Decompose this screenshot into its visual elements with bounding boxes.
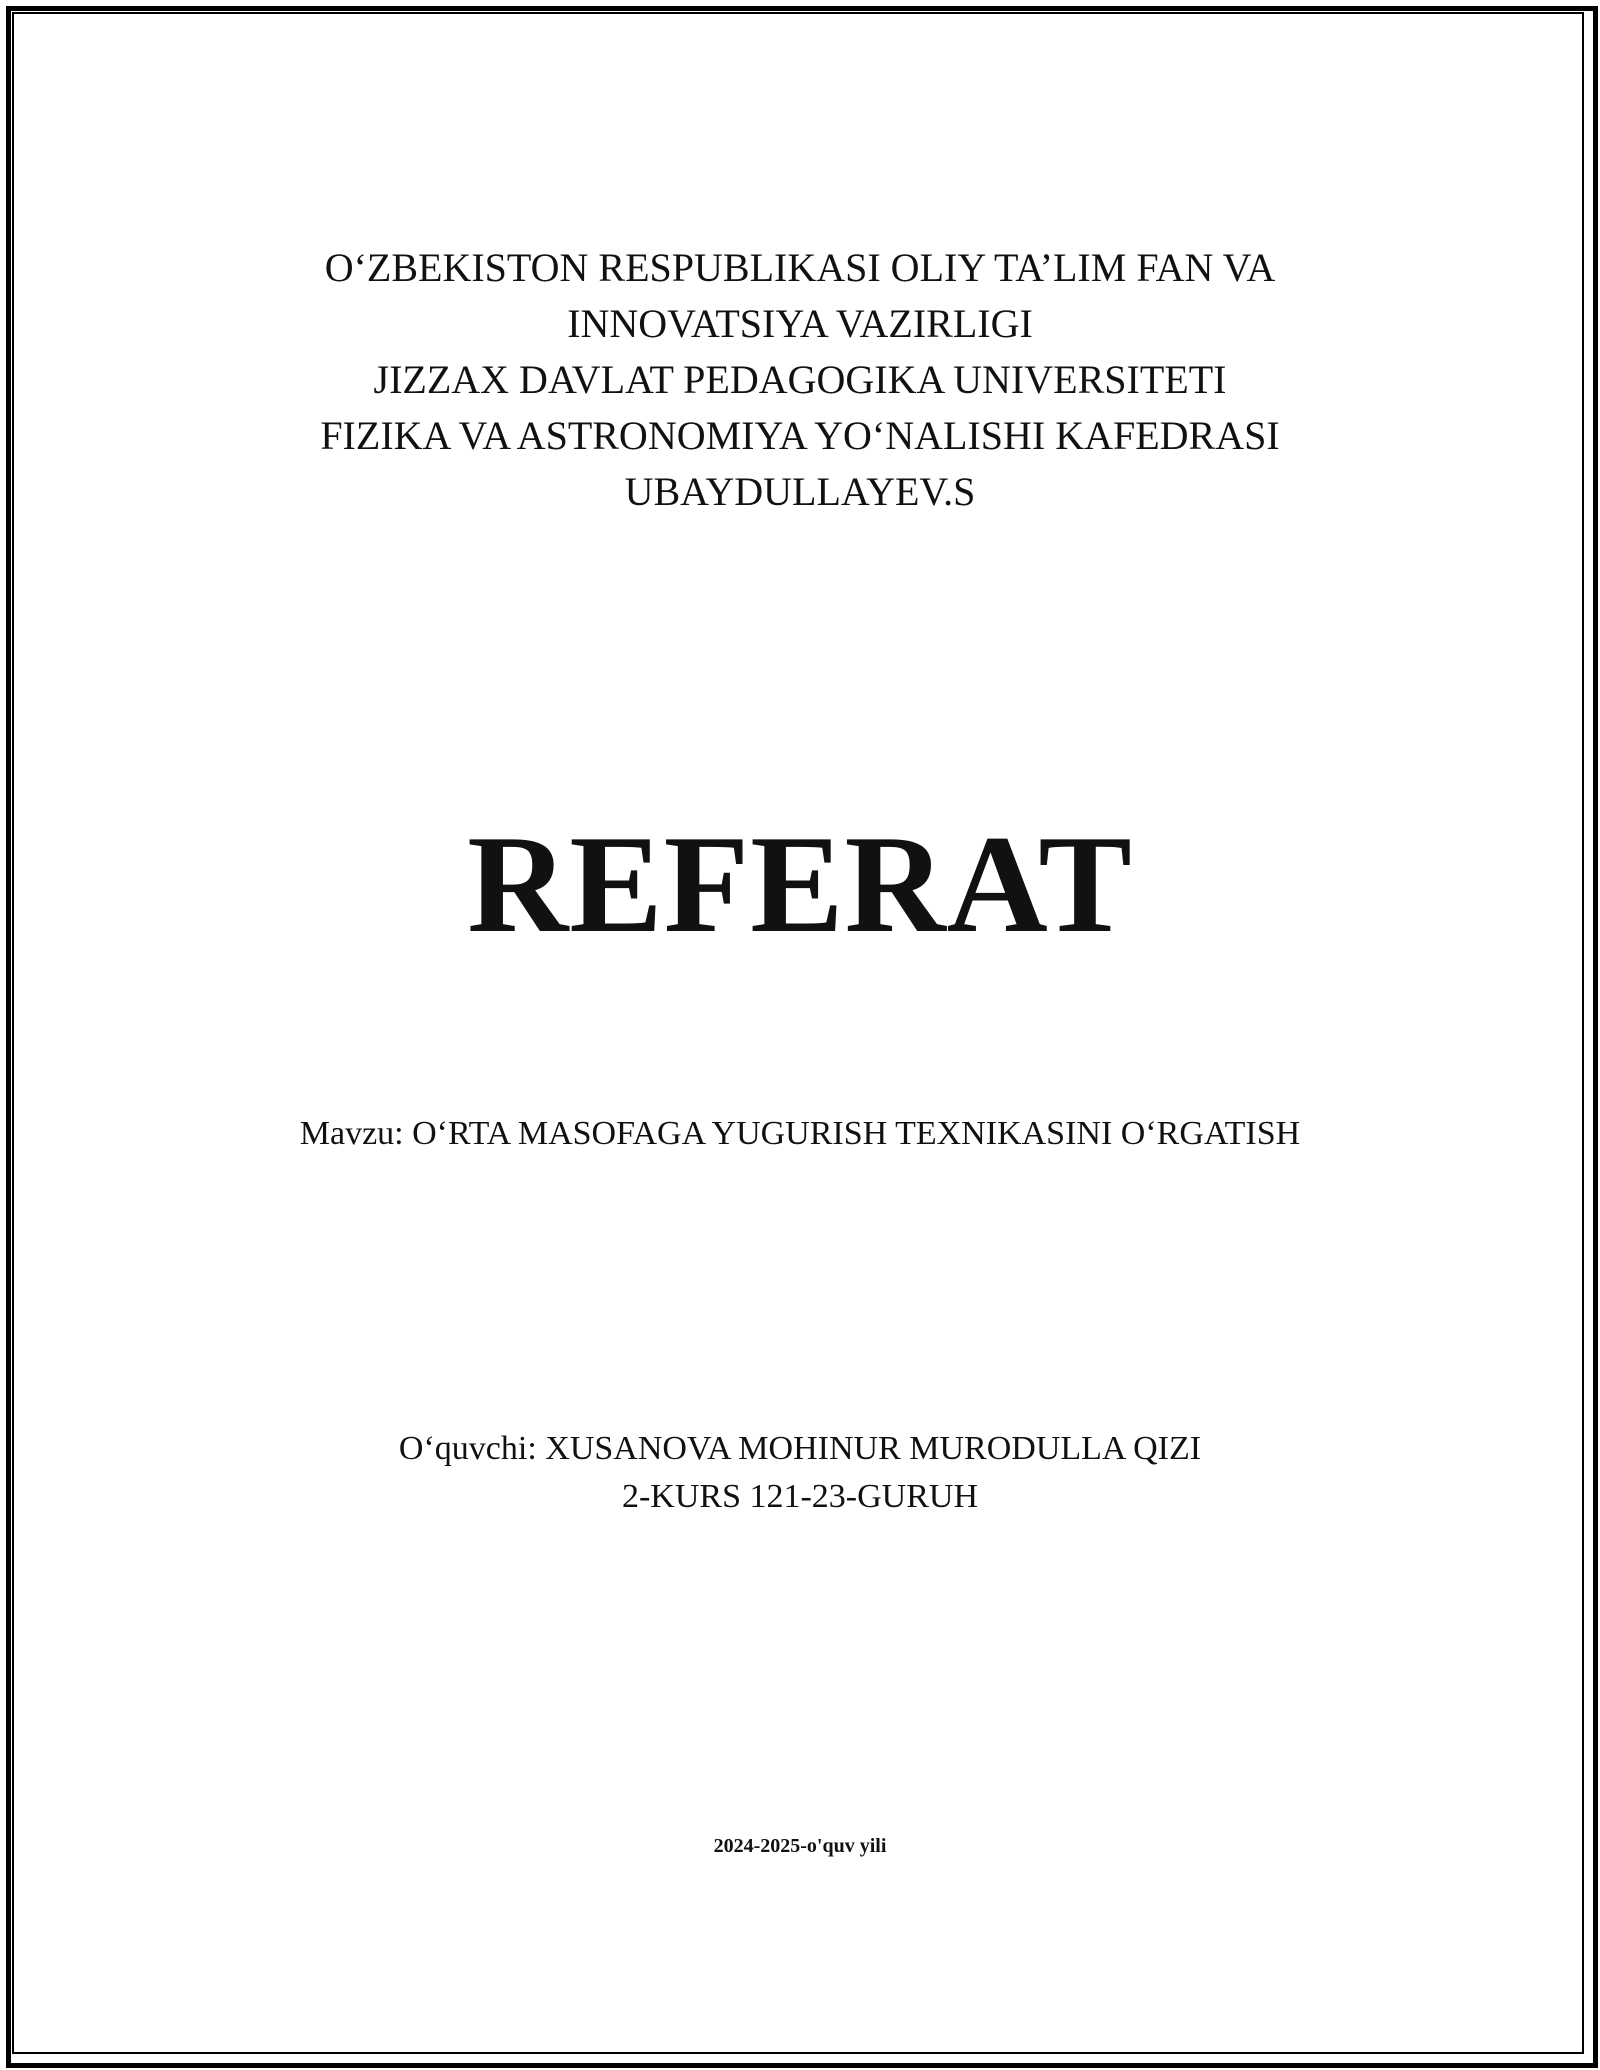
header-line-ministry-1: O‘ZBEKISTON RESPUBLIKASI OLIY TA’LIM FAN VA	[324, 245, 1276, 290]
student-name: O‘quvchi: XUSANOVA MOHINUR MURODULLA QIZI	[398, 1430, 1202, 1467]
header-line-department: FIZIKA VA ASTRONOMIYA YO‘NALISHI KAFEDRASI	[320, 413, 1280, 458]
header-line-teacher: UBAYDULLAYEV.S	[624, 469, 976, 514]
institution-header	[0, 240, 1600, 520]
student-group: 2-KURS 121-23-GURUH	[621, 1478, 979, 1515]
student-info	[0, 1425, 1600, 1521]
document-title: REFERAT	[467, 807, 1133, 962]
header-line-university: JIZZAX DAVLAT PEDAGOGIKA UNIVERSITETI	[373, 357, 1227, 402]
header-line-ministry-2: INNOVATSIYA VAZIRLIGI	[567, 301, 1033, 346]
topic-line: Mavzu: O‘RTA MASOFAGA YUGURISH TEXNIKASINI O‘RGATISH	[299, 1115, 1301, 1152]
academic-year: 2024-2025-o'quv yili	[713, 1835, 887, 1857]
